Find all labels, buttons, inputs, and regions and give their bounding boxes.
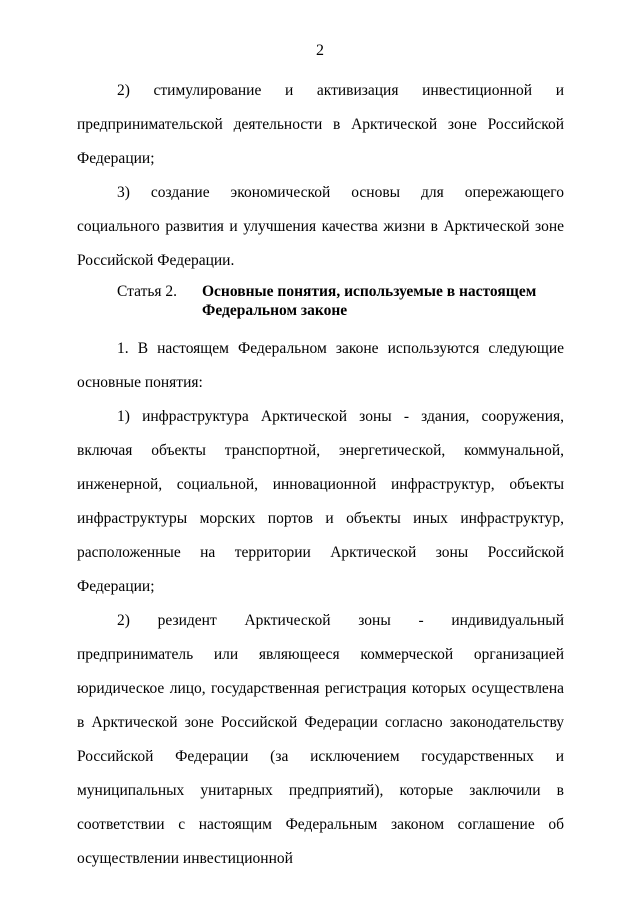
article-label: Статья 2.	[117, 283, 178, 300]
article-title-line-1: Основные понятия, используемые в настоящем	[202, 283, 537, 300]
paragraph-definitions-intro: 1. В настоящем Федеральном законе используются следующие основные понятия:	[77, 340, 564, 391]
article-title	[202, 282, 564, 320]
page-number: 2	[316, 42, 324, 59]
document-body	[77, 74, 564, 876]
paragraph-stimulation: 2) стимулирование и активизация инвестиционной и предпринимательской деятельности в Арктической зоне Российской Федерации;	[77, 82, 564, 167]
paragraph-economic-basis: 3) создание экономической основы для опережающего социального развития и улучшения качества жизни в Арктической зоне Российской Федерации.	[77, 184, 564, 269]
paragraph-infrastructure-definition: 1) инфраструктура Арктической зоны - здания, сооружения, включая объекты транспортной, энергетической, коммунальной, инженерной, социальной, инновационной инфраструктур, объекты инфраструктуры морских портов и объекты иных инфраструктур, расположенные на территории Арктической зоны Российской Федерации;	[77, 408, 564, 595]
article-heading	[77, 282, 564, 320]
paragraph-resident-definition: 2) резидент Арктической зоны - индивидуальный предприниматель или являющееся коммерческой организацией юридическое лицо, государственная регистрация которых осуществлена в Арктической зоне Российской Федерации согласно законодательству Российской Федерации (за исключением государственных и муниципальных унитарных предприятий), которые заключили в соответствии с настоящим Федеральным законом соглашение об осуществлении инвестиционной	[77, 612, 564, 867]
article-title-line-2: Федеральном законе	[202, 302, 348, 319]
